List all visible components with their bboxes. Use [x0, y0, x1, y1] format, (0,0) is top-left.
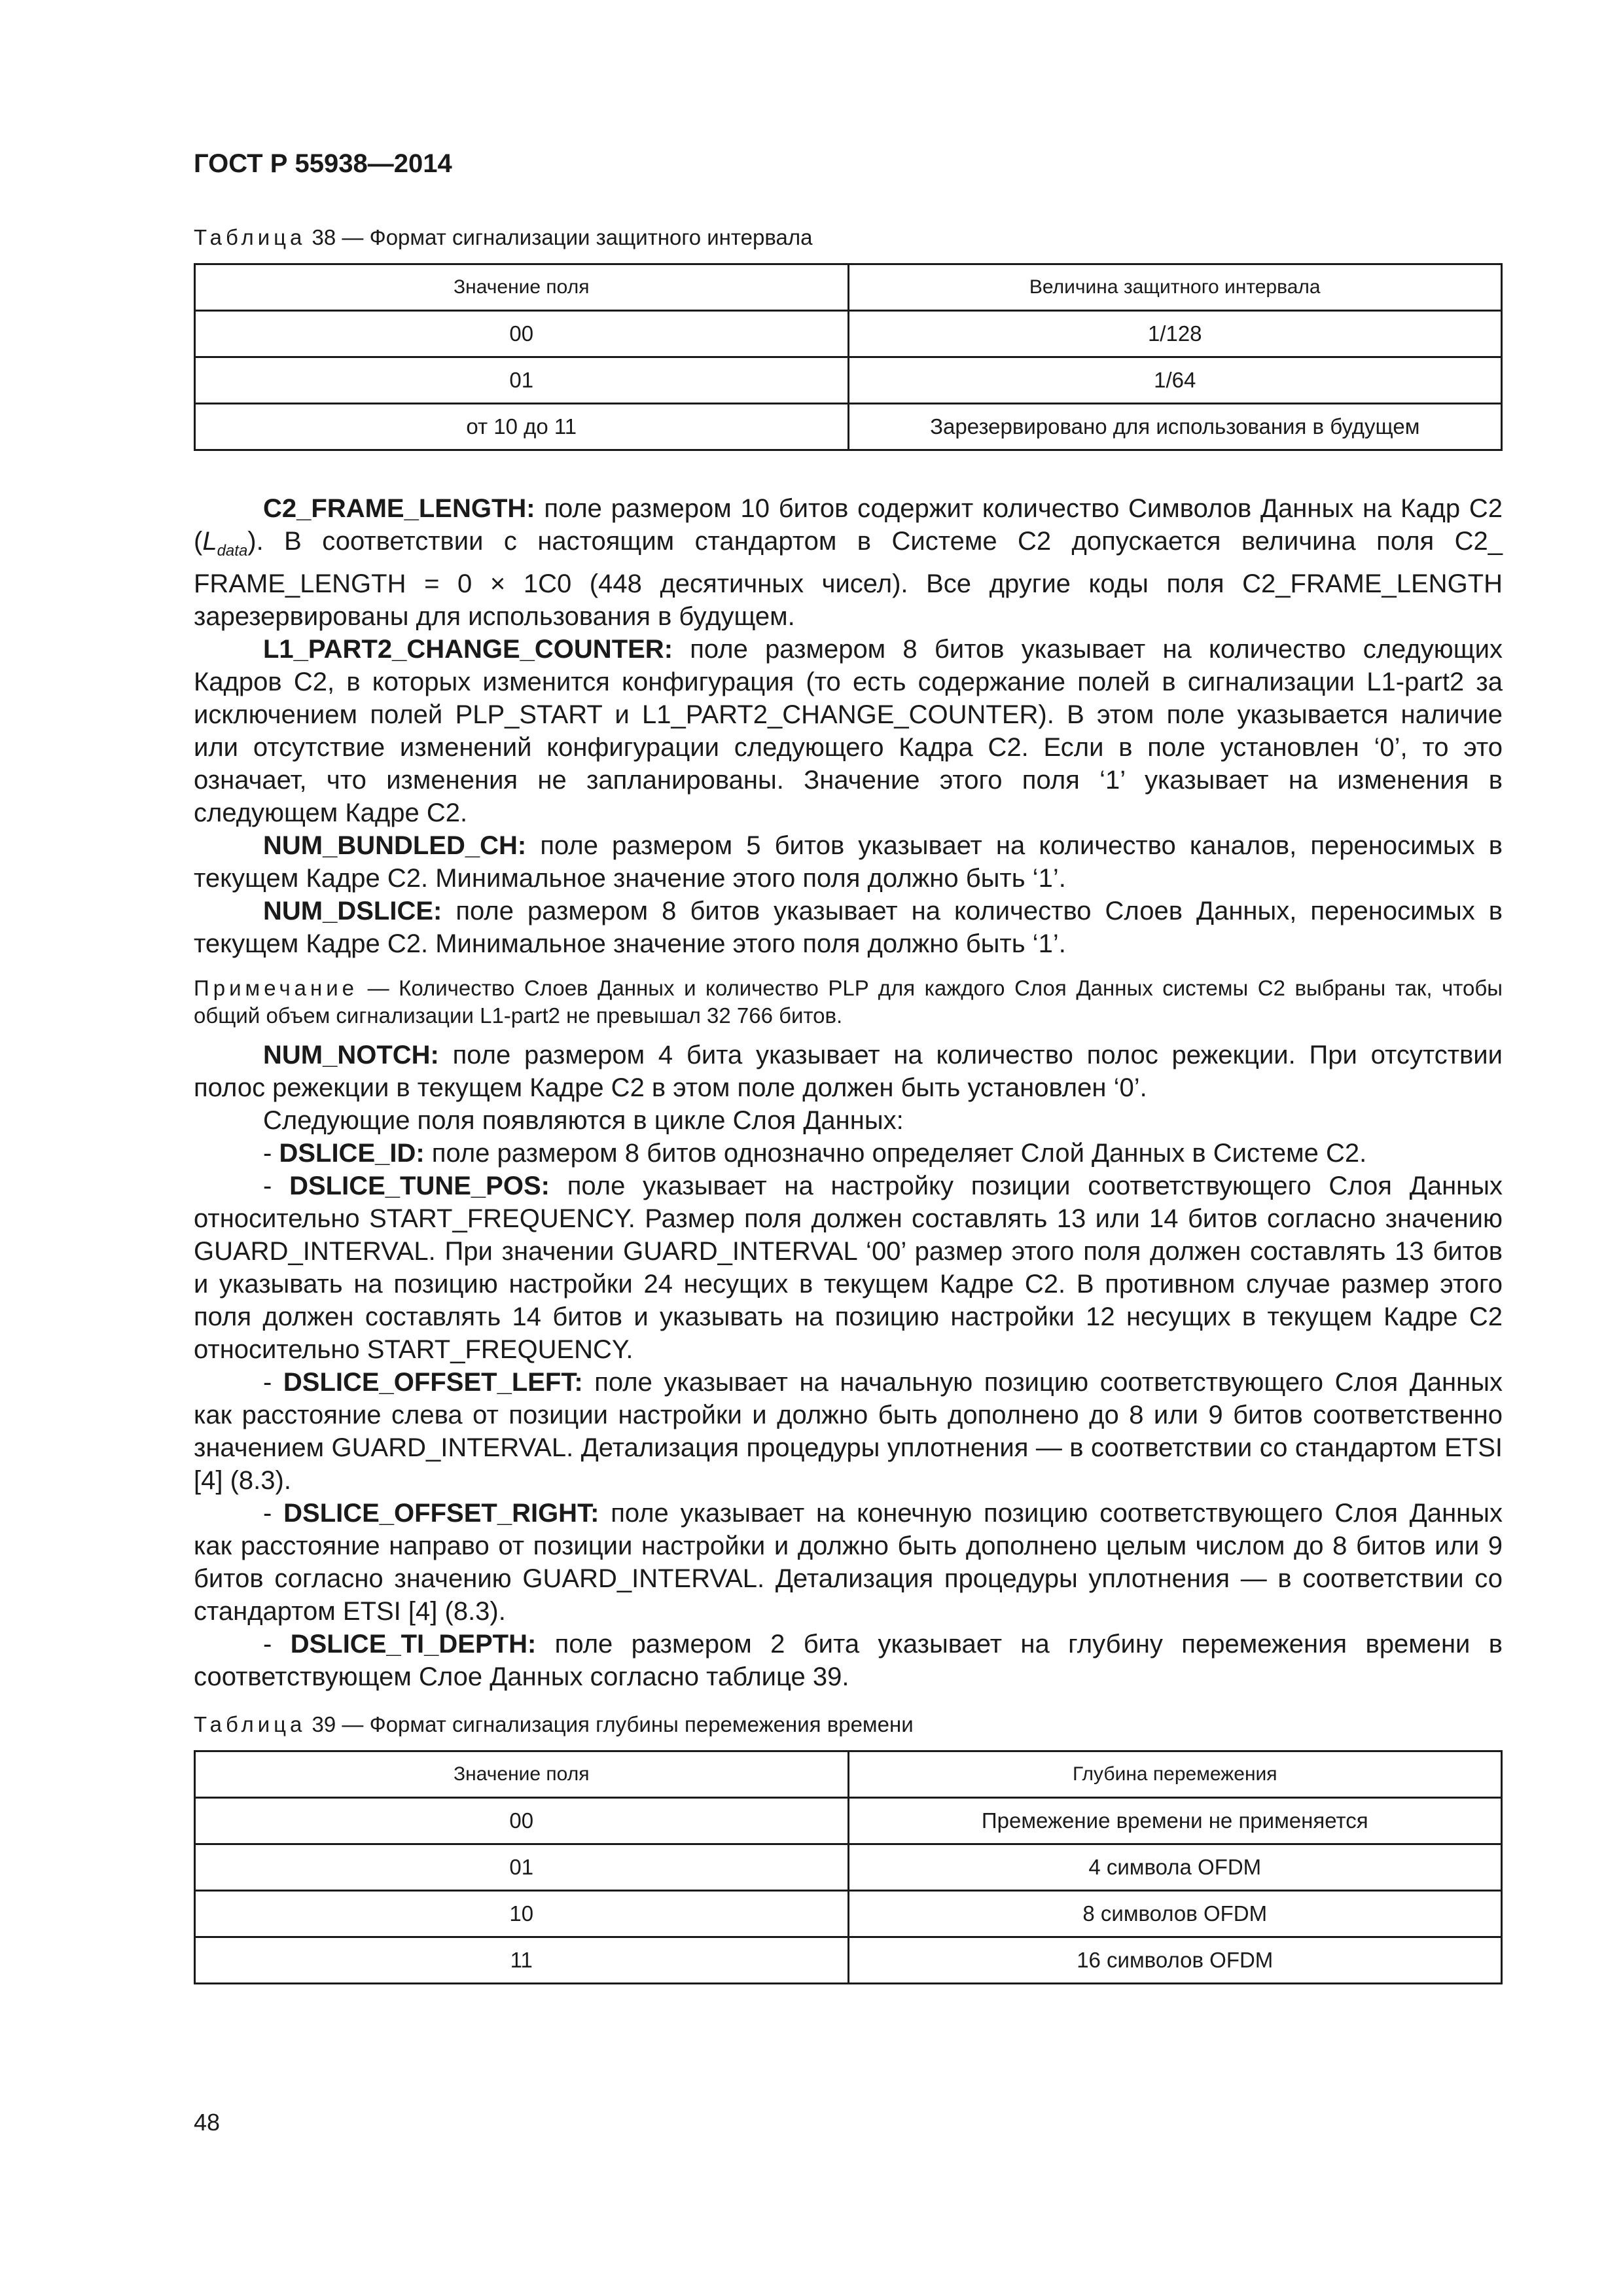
table-cell: от 10 до 11 — [195, 404, 849, 450]
field-term: DSLICE_TI_DEPTH: — [290, 1630, 537, 1659]
caption-text: 38 — Формат сигнализации защитного интервала — [306, 225, 813, 249]
table-row — [195, 1798, 1502, 1844]
paragraph-text: поле размером 10 битов содержит количество Символов Данных на Кадр С2 ( — [194, 494, 1503, 556]
paragraph-text: поле размером 4 бита указывает на количество полос режекции. При отсутствии полос режекции в текущем Кадре С2 в этом поле должен быть установлен ‘0’. — [194, 1041, 1503, 1102]
list-dash: - — [263, 1499, 284, 1528]
table-cell: 8 символов OFDM — [848, 1891, 1502, 1937]
paragraph-num-notch — [194, 1039, 1503, 1104]
table-cell: 00 — [195, 1798, 849, 1844]
table-cell: 4 символа OFDM — [848, 1844, 1502, 1891]
table-39-caption — [194, 1712, 1503, 1737]
paragraph-num-bundled-ch — [194, 829, 1503, 895]
table-header-row — [195, 264, 1502, 311]
paragraph-text: поле указывает на начальную позицию соответствующего Слоя Данных как расстояние слева от позиции настройки и должно быть дополнено до 8 или 9 битов соответственно значением GUARD_INTERVAL. Детализация процедуры уплотнения — в соответствии со стандартом ETSI [4] (8.3). — [194, 1368, 1503, 1495]
table-header-cell: Глубина перемежения — [848, 1751, 1502, 1798]
field-term: NUM_NOTCH: — [263, 1041, 439, 1069]
table-header-row — [195, 1751, 1502, 1798]
list-dash: - — [263, 1630, 291, 1659]
caption-label: Таблица — [194, 225, 306, 249]
paragraph-text: ). В соответствии с настоящим стандартом в Системе С2 допускается величина поля C2_ FRAME_LENGTH = 0 × 1C0 (448 десятичных чисел). Все другие коды поля C2_FRAME_LENGTH зарезервированы для использования в будущем. — [194, 527, 1503, 631]
paragraph-loop-intro: Следующие поля появляются в цикле Слоя Данных: — [263, 1106, 904, 1135]
table-row — [195, 1937, 1502, 1984]
paragraph-text: поле размером 8 битов указывает на количество следующих Кадров С2, в которых изменится конфигурация (то есть содержание полей в сигнализации L1-part2 за исключением полей PLP_START и L1_PART2_CHANGE_COUNTER). В этом поле указывается наличие или отсутствие изменений конфигурации следующего Кадра С2. Если в поле установлен ‘0’, то это означает, что изменения не запланированы. Значение этого поля ‘1’ указывает на изменения в следующем Кадре С2. — [194, 635, 1503, 827]
body-text — [194, 492, 1503, 1693]
field-term: NUM_DSLICE: — [263, 897, 442, 925]
field-term: DSLICE_TUNE_POS: — [289, 1172, 550, 1200]
paragraph-l1-part2-change-counter — [194, 633, 1503, 829]
table-header-cell: Величина защитного интервала — [848, 264, 1502, 311]
field-term: L1_PART2_CHANGE_COUNTER: — [263, 635, 673, 664]
caption-text: 39 — Формат сигнализация глубины перемежения времени — [306, 1712, 914, 1736]
table-cell: 1/128 — [848, 311, 1502, 357]
paragraph-dslice-ti-depth — [194, 1628, 1503, 1693]
table-header-cell: Значение поля — [195, 1751, 849, 1798]
table-cell: 00 — [195, 311, 849, 357]
list-dash: - — [263, 1139, 279, 1168]
table-cell: 01 — [195, 1844, 849, 1891]
table-38-caption — [194, 225, 1503, 250]
table-cell: Зарезервировано для использования в будущем — [848, 404, 1502, 450]
paragraph-dslice-offset-left — [194, 1366, 1503, 1497]
paragraph-text: поле размером 8 битов указывает на количество Слоев Данных, переносимых в текущем Кадре С2. Минимальное значение этого поля должно быть ‘1’. — [194, 897, 1503, 958]
paragraph-num-dslice — [194, 895, 1503, 960]
symbol-l: L — [202, 527, 217, 556]
table-row — [195, 1891, 1502, 1937]
table-39-block — [194, 1712, 1503, 1984]
paragraph-dslice-id — [194, 1137, 1503, 1170]
table-row — [195, 311, 1502, 357]
table-cell: 16 символов OFDM — [848, 1937, 1502, 1984]
table-cell: 1/64 — [848, 357, 1502, 404]
paragraph-text: поле размером 5 битов указывает на количество каналов, переносимых в текущем Кадре С2. Минимальное значение этого поля должно быть ‘1’. — [194, 831, 1503, 893]
table-38-block — [194, 225, 1503, 451]
field-term: DSLICE_OFFSET_LEFT: — [283, 1368, 583, 1397]
field-term: DSLICE_ID: — [279, 1139, 425, 1168]
document-header: ГОСТ Р 55938—2014 — [194, 149, 452, 178]
table-cell: 10 — [195, 1891, 849, 1937]
paragraph-text: поле указывает на конечную позицию соответствующего Слоя Данных как расстояние направо от позиции настройки и должно быть дополнено целым числом до 8 битов или 9 битов согласно значению GUARD_INTERVAL. Детализация процедуры уплотнения — в соответствии со стандартом ETSI [4] (8.3). — [194, 1499, 1503, 1626]
paragraph-text: поле размером 8 битов однозначно определяет Слой Данных в Системе С2. — [424, 1139, 1367, 1168]
table-cell: 11 — [195, 1937, 849, 1984]
table-row — [195, 357, 1502, 404]
table-row — [195, 404, 1502, 450]
note — [194, 975, 1503, 1030]
caption-label: Таблица — [194, 1712, 306, 1736]
table-row — [195, 1844, 1502, 1891]
note-label: Примечание — [194, 976, 359, 1000]
paragraph-dslice-tune-pos — [194, 1170, 1503, 1366]
paragraph-text: поле указывает на настройку позиции соответствующего Слоя Данных относительно START_FREQUENCY. Размер поля должен составлять 13 или 14 битов согласно значению GUARD_INTERVAL. При значении GUARD_INTERVAL ‘00’ размер этого поля должен составлять 13 битов и указывать на позицию настройки 24 несущих в текущем Кадре С2. В противном случае размер этого поля должен составлять 14 битов и указывать на позицию настройки 12 несущих в текущем Кадре С2 относительно START_FREQUENCY. — [194, 1172, 1503, 1364]
paragraph-c2-frame-length — [194, 492, 1503, 633]
note-text: — Количество Слоев Данных и количество PLP для каждого Слоя Данных системы С2 выбраны так, чтобы общий объем сигнализации L1-part2 не превышал 32 766 битов. — [194, 976, 1503, 1028]
list-dash: - — [263, 1172, 290, 1200]
table-38 — [194, 263, 1503, 451]
symbol-subscript: data — [217, 542, 248, 560]
paragraph-dslice-offset-right — [194, 1497, 1503, 1628]
field-term: C2_FRAME_LENGTH: — [263, 494, 535, 523]
table-39 — [194, 1750, 1503, 1984]
field-term: NUM_BUNDLED_CH: — [263, 831, 527, 860]
table-cell: 01 — [195, 357, 849, 404]
list-dash: - — [263, 1368, 283, 1397]
table-cell: Премежение времени не применяется — [848, 1798, 1502, 1844]
field-term: DSLICE_OFFSET_RIGHT: — [283, 1499, 599, 1528]
paragraph-text: поле размером 2 бита указывает на глубину перемежения времени в соответствующем Слое Данных согласно таблице 39. — [194, 1630, 1503, 1691]
table-header-cell: Значение поля — [195, 264, 849, 311]
page-number: 48 — [194, 2109, 221, 2136]
